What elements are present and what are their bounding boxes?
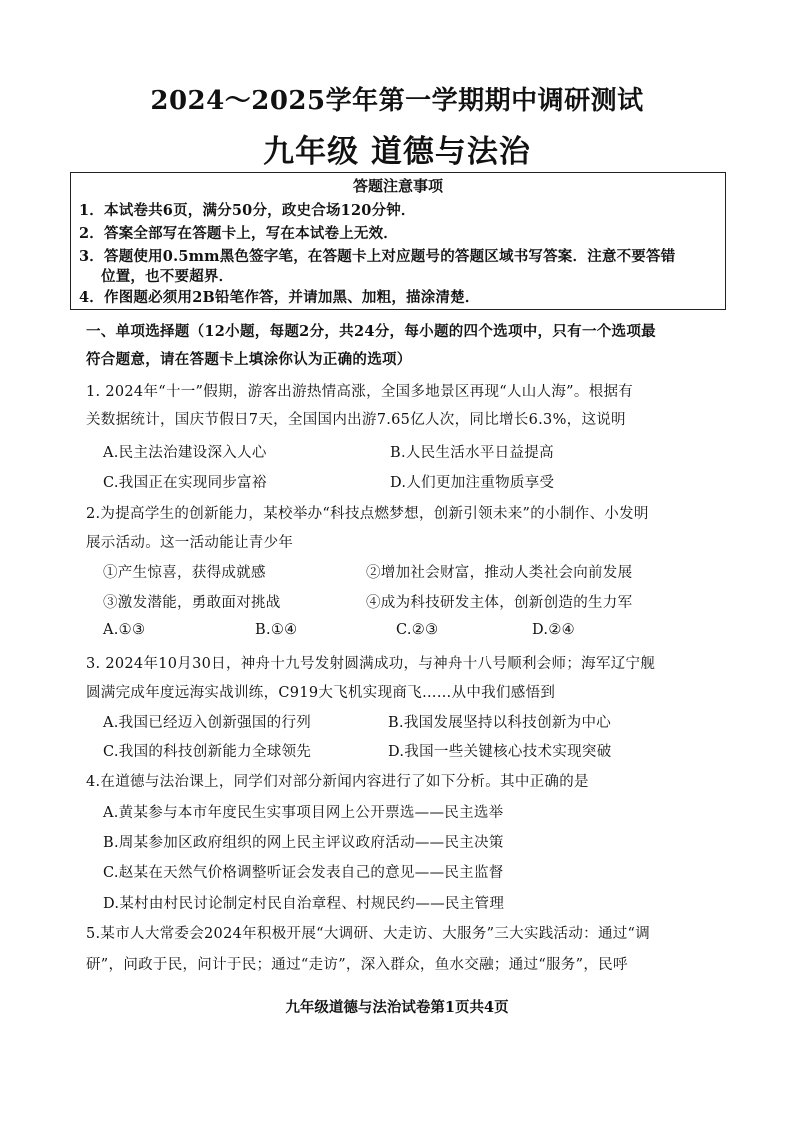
q2-option-c: C.②③	[396, 622, 439, 638]
q2-option-b: B.①④	[255, 622, 298, 638]
notice-item-3-cont: 位置，也不要超界．	[101, 268, 234, 285]
q4-option-a: A.黄某参与本市年度民生实事项目网上公开票选——民主选举	[103, 805, 504, 821]
exam-subject: 九年级 道德与法治	[263, 134, 531, 170]
notice-item-1: 1．本试卷共6页，满分50分，政史合场120分钟．	[79, 202, 416, 219]
notice-title: 答题注意事项	[352, 177, 443, 195]
q5-stem-line2: 研”，问政于民，问计于民；通过“走访”，深入群众，鱼水交融；通过“服务”，民呼	[86, 957, 628, 973]
q2-statement-3: ③激发潜能，勇敢面对挑战	[103, 595, 281, 611]
notice-item-3: 3．答题使用0.5mm黑色签字笔，在答题卡上对应题号的答题区域书写答案．注意不要答错	[79, 248, 676, 265]
q3-option-c: C.我国的科技创新能力全球领先	[103, 744, 312, 760]
notice-box	[70, 172, 726, 310]
q4-option-d: D.某村由村民讨论制定村民自治章程、村规民约——民主管理	[103, 896, 505, 912]
q3-stem-line1: 3. 2024年10月30日，神舟十九号发射圆满成功，与神舟十八号顺利会师；海军辽宁舰	[86, 656, 656, 672]
section-heading-line2: 符合题意，请在答题卡上填涂你认为正确的选项）	[86, 351, 412, 368]
page-footer: 九年级道德与法治试卷第1页共4页	[285, 999, 509, 1016]
q2-statement-2: ②增加社会财富，推动人类社会向前发展	[366, 565, 633, 581]
q2-statement-1: ①产生惊喜，获得成就感	[103, 565, 266, 581]
q3-option-a: A.我国已经迈入创新强国的行列	[103, 715, 312, 731]
q2-statement-4: ④成为科技研发主体，创新创造的生力军	[366, 595, 633, 611]
q3-option-d: D.我国一些关键核心技术实现突破	[388, 744, 612, 760]
q1-stem-line1: 1. 2024年“十一”假期，游客出游热情高涨，全国多地景区再现“人山人海”。根据有	[86, 384, 634, 400]
exam-title: 2024～2025学年第一学期期中调研测试	[150, 86, 644, 116]
q3-option-b: B.我国发展坚持以科技创新为中心	[388, 715, 612, 731]
q4-option-b: B.周某参加区政府组织的网上民主评议政府活动——民主决策	[103, 835, 504, 851]
q1-stem-line2: 关数据统计，国庆节假日7天，全国国内出游7.65亿人次，同比增长6.3%，这说明	[86, 412, 626, 428]
q1-option-b: B.人民生活水平日益提高	[390, 445, 554, 461]
q2-stem-line2: 展示活动。这一活动能让青少年	[86, 535, 294, 551]
q3-stem-line2: 圆满完成年度远海实战训练，C919大飞机实现商飞……从中我们感悟到	[86, 685, 556, 701]
q4-stem-line1: 4.在道德与法治课上，同学们对部分新闻内容进行了如下分析。其中正确的是	[86, 774, 589, 790]
q2-option-d: D.②④	[532, 622, 575, 638]
q5-stem-line1: 5.某市人大常委会2024年积极开展“大调研、大走访、大服务”三大实践活动：通过“调	[86, 926, 651, 942]
q2-option-a: A.①③	[103, 622, 146, 638]
q1-option-c: C.我国正在实现同步富裕	[103, 475, 267, 491]
notice-item-4: 4．作图题必须用2B铅笔作答，并请加黑、加粗，描涂清楚．	[79, 289, 480, 306]
q2-stem-line1: 2.为提高学生的创新能力，某校举办“科技点燃梦想，创新引领未来”的小制作、小发明	[86, 506, 649, 522]
section-heading-line1: 一、单项选择题（12小题，每题2分，共24分，每小题的四个选项中，只有一个选项最	[86, 323, 656, 340]
q4-option-c: C.赵某在天然气价格调整听证会发表自己的意见——民主监督	[103, 865, 504, 881]
notice-item-2: 2．答案全部写在答题卡上，写在本试卷上无效．	[79, 225, 398, 242]
q1-option-a: A.民主法治建设深入人心	[103, 445, 267, 461]
q1-option-d: D.人们更加注重物质享受	[390, 475, 555, 491]
